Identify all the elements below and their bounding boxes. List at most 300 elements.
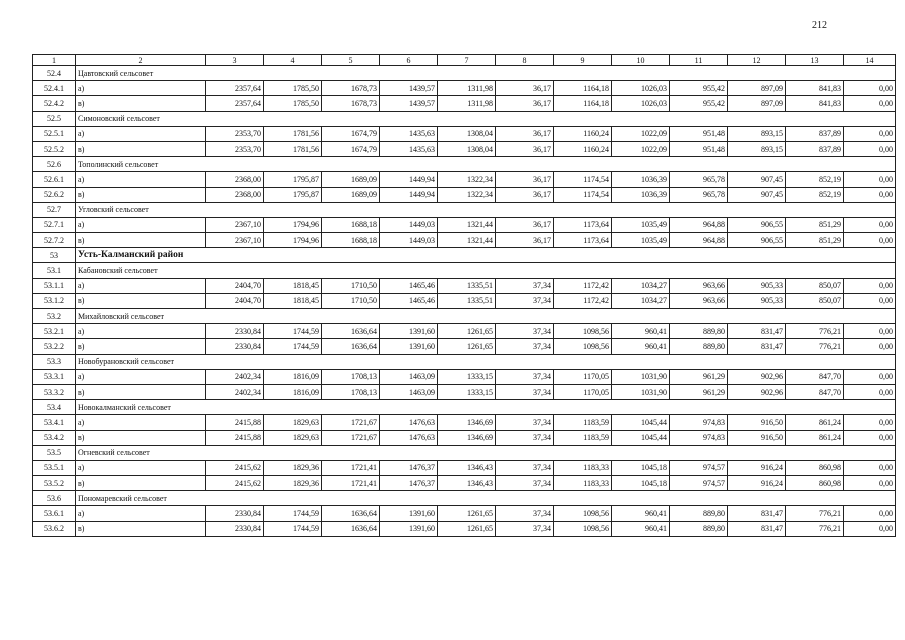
- value-cell: 2368,00: [206, 187, 264, 202]
- value-cell: 2402,34: [206, 369, 264, 384]
- value-cell: 36,17: [496, 217, 554, 232]
- value-cell: 897,09: [728, 81, 786, 96]
- column-header: 14: [844, 55, 896, 66]
- value-cell: 1346,69: [438, 415, 496, 430]
- value-cell: 951,48: [670, 141, 728, 156]
- row-number: 53.5: [33, 445, 76, 460]
- value-cell: 831,47: [728, 506, 786, 521]
- value-cell: 1794,96: [264, 233, 322, 248]
- row-label: а): [76, 324, 206, 339]
- row-label: а): [76, 460, 206, 475]
- value-cell: 916,50: [728, 430, 786, 445]
- value-cell: 961,29: [670, 369, 728, 384]
- table-row: [33, 187, 896, 202]
- value-cell: 2330,84: [206, 324, 264, 339]
- section-name: Михайловский сельсовет: [76, 309, 896, 324]
- value-cell: 1170,05: [554, 384, 612, 399]
- value-cell: 36,17: [496, 172, 554, 187]
- value-cell: 1829,63: [264, 415, 322, 430]
- value-cell: 902,96: [728, 384, 786, 399]
- table-row: [33, 506, 896, 521]
- value-cell: 861,24: [786, 415, 844, 430]
- value-cell: 1710,50: [322, 293, 380, 308]
- value-cell: 1710,50: [322, 278, 380, 293]
- value-cell: 889,80: [670, 521, 728, 536]
- value-cell: 2404,70: [206, 293, 264, 308]
- row-number: 53.3.2: [33, 384, 76, 399]
- section-row: [33, 354, 896, 369]
- row-number: 53: [33, 248, 76, 263]
- value-cell: 0,00: [844, 233, 896, 248]
- value-cell: 1476,63: [380, 430, 438, 445]
- value-cell: 0,00: [844, 506, 896, 521]
- row-number: 53.6.1: [33, 506, 76, 521]
- row-number: 53.1.1: [33, 278, 76, 293]
- value-cell: 897,09: [728, 96, 786, 111]
- value-cell: 852,19: [786, 172, 844, 187]
- table-row: [33, 384, 896, 399]
- value-cell: 1035,49: [612, 233, 670, 248]
- column-header: 12: [728, 55, 786, 66]
- value-cell: 1689,09: [322, 187, 380, 202]
- row-number: 53.5.1: [33, 460, 76, 475]
- value-cell: 860,98: [786, 460, 844, 475]
- row-label: в): [76, 339, 206, 354]
- table-row: [33, 81, 896, 96]
- value-cell: 963,66: [670, 293, 728, 308]
- value-cell: 1322,34: [438, 172, 496, 187]
- value-cell: 1708,13: [322, 384, 380, 399]
- row-number: 52.6.2: [33, 187, 76, 202]
- value-cell: 1818,45: [264, 278, 322, 293]
- value-cell: 1335,51: [438, 278, 496, 293]
- row-label: в): [76, 96, 206, 111]
- value-cell: 916,24: [728, 460, 786, 475]
- row-label: а): [76, 217, 206, 232]
- value-cell: 905,33: [728, 293, 786, 308]
- table-row: [33, 339, 896, 354]
- row-label: а): [76, 126, 206, 141]
- value-cell: 1829,36: [264, 476, 322, 491]
- value-cell: 37,34: [496, 521, 554, 536]
- value-cell: 1744,59: [264, 506, 322, 521]
- value-cell: 1785,50: [264, 96, 322, 111]
- table-body: [33, 55, 896, 537]
- value-cell: 974,83: [670, 415, 728, 430]
- value-cell: 1322,34: [438, 187, 496, 202]
- row-number: 53.5.2: [33, 476, 76, 491]
- value-cell: 1335,51: [438, 293, 496, 308]
- section-name: Новобурановский сельсовет: [76, 354, 896, 369]
- value-cell: 1708,13: [322, 369, 380, 384]
- value-cell: 1678,73: [322, 81, 380, 96]
- row-number: 53.6.2: [33, 521, 76, 536]
- value-cell: 1636,64: [322, 339, 380, 354]
- value-cell: 36,17: [496, 233, 554, 248]
- table-row: [33, 430, 896, 445]
- value-cell: 889,80: [670, 339, 728, 354]
- row-label: в): [76, 476, 206, 491]
- value-cell: 916,24: [728, 476, 786, 491]
- value-cell: 960,41: [612, 521, 670, 536]
- value-cell: 1045,44: [612, 430, 670, 445]
- row-number: 52.5.1: [33, 126, 76, 141]
- table-row: [33, 96, 896, 111]
- value-cell: 1818,45: [264, 293, 322, 308]
- value-cell: 1795,87: [264, 172, 322, 187]
- row-label: а): [76, 369, 206, 384]
- row-label: в): [76, 521, 206, 536]
- row-label: в): [76, 293, 206, 308]
- value-cell: 1045,44: [612, 415, 670, 430]
- row-number: 52.6.1: [33, 172, 76, 187]
- value-cell: 889,80: [670, 506, 728, 521]
- value-cell: 974,57: [670, 460, 728, 475]
- value-cell: 1346,69: [438, 430, 496, 445]
- value-cell: 0,00: [844, 430, 896, 445]
- value-cell: 1183,33: [554, 476, 612, 491]
- value-cell: 851,29: [786, 217, 844, 232]
- value-cell: 1449,94: [380, 172, 438, 187]
- section-row: [33, 66, 896, 81]
- value-cell: 1172,42: [554, 293, 612, 308]
- value-cell: 37,34: [496, 384, 554, 399]
- column-header: 6: [380, 55, 438, 66]
- data-table: [32, 54, 896, 537]
- section-row: [33, 111, 896, 126]
- value-cell: 1781,56: [264, 141, 322, 156]
- value-cell: 1636,64: [322, 521, 380, 536]
- value-cell: 1721,41: [322, 460, 380, 475]
- value-cell: 905,33: [728, 278, 786, 293]
- value-cell: 1688,18: [322, 217, 380, 232]
- value-cell: 889,80: [670, 324, 728, 339]
- value-cell: 1160,24: [554, 141, 612, 156]
- value-cell: 2402,34: [206, 384, 264, 399]
- value-cell: 0,00: [844, 217, 896, 232]
- value-cell: 916,50: [728, 415, 786, 430]
- value-cell: 851,29: [786, 233, 844, 248]
- value-cell: 2330,84: [206, 339, 264, 354]
- value-cell: 974,83: [670, 430, 728, 445]
- row-number: 53.6: [33, 491, 76, 506]
- section-row: [33, 157, 896, 172]
- value-cell: 1678,73: [322, 96, 380, 111]
- section-row: [33, 309, 896, 324]
- value-cell: 1173,64: [554, 217, 612, 232]
- district-name: Усть-Калманский район: [76, 248, 896, 263]
- value-cell: 907,45: [728, 187, 786, 202]
- value-cell: 0,00: [844, 415, 896, 430]
- row-number: 52.4: [33, 66, 76, 81]
- value-cell: 2367,10: [206, 217, 264, 232]
- value-cell: 1311,98: [438, 96, 496, 111]
- value-cell: 1170,05: [554, 369, 612, 384]
- value-cell: 1321,44: [438, 217, 496, 232]
- value-cell: 0,00: [844, 187, 896, 202]
- section-row: [33, 202, 896, 217]
- value-cell: 1476,63: [380, 415, 438, 430]
- value-cell: 1435,63: [380, 141, 438, 156]
- value-cell: 0,00: [844, 324, 896, 339]
- section-name: Новокалманский сельсовет: [76, 400, 896, 415]
- value-cell: 2353,70: [206, 126, 264, 141]
- value-cell: 2415,62: [206, 476, 264, 491]
- value-cell: 861,24: [786, 430, 844, 445]
- column-header: 10: [612, 55, 670, 66]
- value-cell: 1636,64: [322, 324, 380, 339]
- value-cell: 1022,09: [612, 126, 670, 141]
- value-cell: 2330,84: [206, 521, 264, 536]
- value-cell: 37,34: [496, 293, 554, 308]
- value-cell: 965,78: [670, 187, 728, 202]
- value-cell: 2330,84: [206, 506, 264, 521]
- value-cell: 1391,60: [380, 506, 438, 521]
- row-label: в): [76, 233, 206, 248]
- value-cell: 1688,18: [322, 233, 380, 248]
- value-cell: 1785,50: [264, 81, 322, 96]
- value-cell: 960,41: [612, 339, 670, 354]
- value-cell: 1031,90: [612, 369, 670, 384]
- value-cell: 1829,63: [264, 430, 322, 445]
- value-cell: 965,78: [670, 172, 728, 187]
- value-cell: 1098,56: [554, 324, 612, 339]
- value-cell: 0,00: [844, 293, 896, 308]
- value-cell: 893,15: [728, 141, 786, 156]
- section-name: Цавтовский сельсовет: [76, 66, 896, 81]
- row-number: 52.5.2: [33, 141, 76, 156]
- value-cell: 1463,09: [380, 369, 438, 384]
- value-cell: 2415,88: [206, 430, 264, 445]
- value-cell: 1829,36: [264, 460, 322, 475]
- row-number: 52.4.1: [33, 81, 76, 96]
- table-row: [33, 460, 896, 475]
- column-header: 2: [76, 55, 206, 66]
- value-cell: 837,89: [786, 126, 844, 141]
- column-header: 3: [206, 55, 264, 66]
- value-cell: 0,00: [844, 172, 896, 187]
- value-cell: 837,89: [786, 141, 844, 156]
- district-row: [33, 248, 896, 263]
- value-cell: 0,00: [844, 278, 896, 293]
- row-number: 53.4.2: [33, 430, 76, 445]
- value-cell: 1391,60: [380, 339, 438, 354]
- value-cell: 1035,49: [612, 217, 670, 232]
- value-cell: 37,34: [496, 506, 554, 521]
- value-cell: 776,21: [786, 339, 844, 354]
- row-number: 52.7: [33, 202, 76, 217]
- value-cell: 906,55: [728, 233, 786, 248]
- value-cell: 0,00: [844, 96, 896, 111]
- row-number: 52.6: [33, 157, 76, 172]
- value-cell: 1183,59: [554, 415, 612, 430]
- row-label: в): [76, 430, 206, 445]
- value-cell: 1172,42: [554, 278, 612, 293]
- value-cell: 1261,65: [438, 324, 496, 339]
- value-cell: 850,07: [786, 293, 844, 308]
- row-label: а): [76, 81, 206, 96]
- table-row: [33, 415, 896, 430]
- column-header: 11: [670, 55, 728, 66]
- value-cell: 1261,65: [438, 506, 496, 521]
- value-cell: 1031,90: [612, 384, 670, 399]
- section-name: Кабановский сельсовет: [76, 263, 896, 278]
- value-cell: 1476,37: [380, 476, 438, 491]
- value-cell: 0,00: [844, 460, 896, 475]
- value-cell: 1160,24: [554, 126, 612, 141]
- value-cell: 1183,59: [554, 430, 612, 445]
- value-cell: 1721,67: [322, 430, 380, 445]
- row-label: в): [76, 187, 206, 202]
- value-cell: 2357,64: [206, 96, 264, 111]
- value-cell: 1164,18: [554, 96, 612, 111]
- value-cell: 1036,39: [612, 187, 670, 202]
- value-cell: 1721,41: [322, 476, 380, 491]
- value-cell: 831,47: [728, 521, 786, 536]
- value-cell: 951,48: [670, 126, 728, 141]
- row-number: 53.3: [33, 354, 76, 369]
- row-number: 53.3.1: [33, 369, 76, 384]
- row-label: а): [76, 415, 206, 430]
- value-cell: 36,17: [496, 187, 554, 202]
- value-cell: 36,17: [496, 81, 554, 96]
- row-number: 52.5: [33, 111, 76, 126]
- value-cell: 1333,15: [438, 369, 496, 384]
- value-cell: 964,88: [670, 233, 728, 248]
- row-number: 53.2.1: [33, 324, 76, 339]
- value-cell: 1674,79: [322, 126, 380, 141]
- table-row: [33, 324, 896, 339]
- value-cell: 1465,46: [380, 278, 438, 293]
- section-name: Огневский сельсовет: [76, 445, 896, 460]
- section-name: Угловский сельсовет: [76, 202, 896, 217]
- row-label: а): [76, 172, 206, 187]
- value-cell: 2368,00: [206, 172, 264, 187]
- row-number: 53.2: [33, 309, 76, 324]
- value-cell: 0,00: [844, 81, 896, 96]
- value-cell: 37,34: [496, 369, 554, 384]
- value-cell: 37,34: [496, 415, 554, 430]
- value-cell: 1744,59: [264, 521, 322, 536]
- row-number: 53.1.2: [33, 293, 76, 308]
- row-number: 52.7.2: [33, 233, 76, 248]
- table-row: [33, 172, 896, 187]
- value-cell: 1721,67: [322, 415, 380, 430]
- column-header: 9: [554, 55, 612, 66]
- value-cell: 1098,56: [554, 339, 612, 354]
- value-cell: 0,00: [844, 476, 896, 491]
- value-cell: 960,41: [612, 506, 670, 521]
- value-cell: 37,34: [496, 430, 554, 445]
- value-cell: 0,00: [844, 384, 896, 399]
- row-number: 53.4: [33, 400, 76, 415]
- value-cell: 0,00: [844, 126, 896, 141]
- row-label: в): [76, 141, 206, 156]
- value-cell: 960,41: [612, 324, 670, 339]
- value-cell: 1174,54: [554, 187, 612, 202]
- value-cell: 2357,64: [206, 81, 264, 96]
- column-header: 13: [786, 55, 844, 66]
- value-cell: 860,98: [786, 476, 844, 491]
- value-cell: 776,21: [786, 506, 844, 521]
- table-row: [33, 233, 896, 248]
- value-cell: 37,34: [496, 278, 554, 293]
- value-cell: 0,00: [844, 369, 896, 384]
- header-row: [33, 55, 896, 66]
- value-cell: 1689,09: [322, 172, 380, 187]
- value-cell: 37,34: [496, 339, 554, 354]
- value-cell: 1463,09: [380, 384, 438, 399]
- table-row: [33, 476, 896, 491]
- value-cell: 955,42: [670, 96, 728, 111]
- value-cell: 1022,09: [612, 141, 670, 156]
- row-number: 53.1: [33, 263, 76, 278]
- value-cell: 906,55: [728, 217, 786, 232]
- value-cell: 1439,57: [380, 96, 438, 111]
- value-cell: 841,83: [786, 96, 844, 111]
- row-label: в): [76, 384, 206, 399]
- value-cell: 1174,54: [554, 172, 612, 187]
- value-cell: 1449,03: [380, 217, 438, 232]
- row-number: 52.4.2: [33, 96, 76, 111]
- value-cell: 2404,70: [206, 278, 264, 293]
- row-label: а): [76, 506, 206, 521]
- table-row: [33, 521, 896, 536]
- section-name: Пономаревский сельсовет: [76, 491, 896, 506]
- value-cell: 1816,09: [264, 369, 322, 384]
- section-row: [33, 491, 896, 506]
- value-cell: 852,19: [786, 187, 844, 202]
- table-row: [33, 293, 896, 308]
- value-cell: 1435,63: [380, 126, 438, 141]
- table-row: [33, 126, 896, 141]
- value-cell: 1261,65: [438, 521, 496, 536]
- value-cell: 36,17: [496, 141, 554, 156]
- row-number: 53.4.1: [33, 415, 76, 430]
- value-cell: 37,34: [496, 324, 554, 339]
- value-cell: 1261,65: [438, 339, 496, 354]
- value-cell: 1311,98: [438, 81, 496, 96]
- value-cell: 1045,18: [612, 476, 670, 491]
- value-cell: 0,00: [844, 521, 896, 536]
- value-cell: 1183,33: [554, 460, 612, 475]
- value-cell: 831,47: [728, 339, 786, 354]
- value-cell: 1321,44: [438, 233, 496, 248]
- value-cell: 36,17: [496, 126, 554, 141]
- value-cell: 893,15: [728, 126, 786, 141]
- value-cell: 37,34: [496, 476, 554, 491]
- value-cell: 850,07: [786, 278, 844, 293]
- value-cell: 1034,27: [612, 293, 670, 308]
- column-header: 5: [322, 55, 380, 66]
- value-cell: 1465,46: [380, 293, 438, 308]
- value-cell: 1098,56: [554, 521, 612, 536]
- value-cell: 1098,56: [554, 506, 612, 521]
- value-cell: 1346,43: [438, 460, 496, 475]
- value-cell: 2353,70: [206, 141, 264, 156]
- value-cell: 974,57: [670, 476, 728, 491]
- value-cell: 776,21: [786, 521, 844, 536]
- value-cell: 1795,87: [264, 187, 322, 202]
- value-cell: 961,29: [670, 384, 728, 399]
- value-cell: 1346,43: [438, 476, 496, 491]
- value-cell: 1636,64: [322, 506, 380, 521]
- row-label: а): [76, 278, 206, 293]
- column-header: 4: [264, 55, 322, 66]
- value-cell: 1744,59: [264, 324, 322, 339]
- value-cell: 1034,27: [612, 278, 670, 293]
- row-number: 52.7.1: [33, 217, 76, 232]
